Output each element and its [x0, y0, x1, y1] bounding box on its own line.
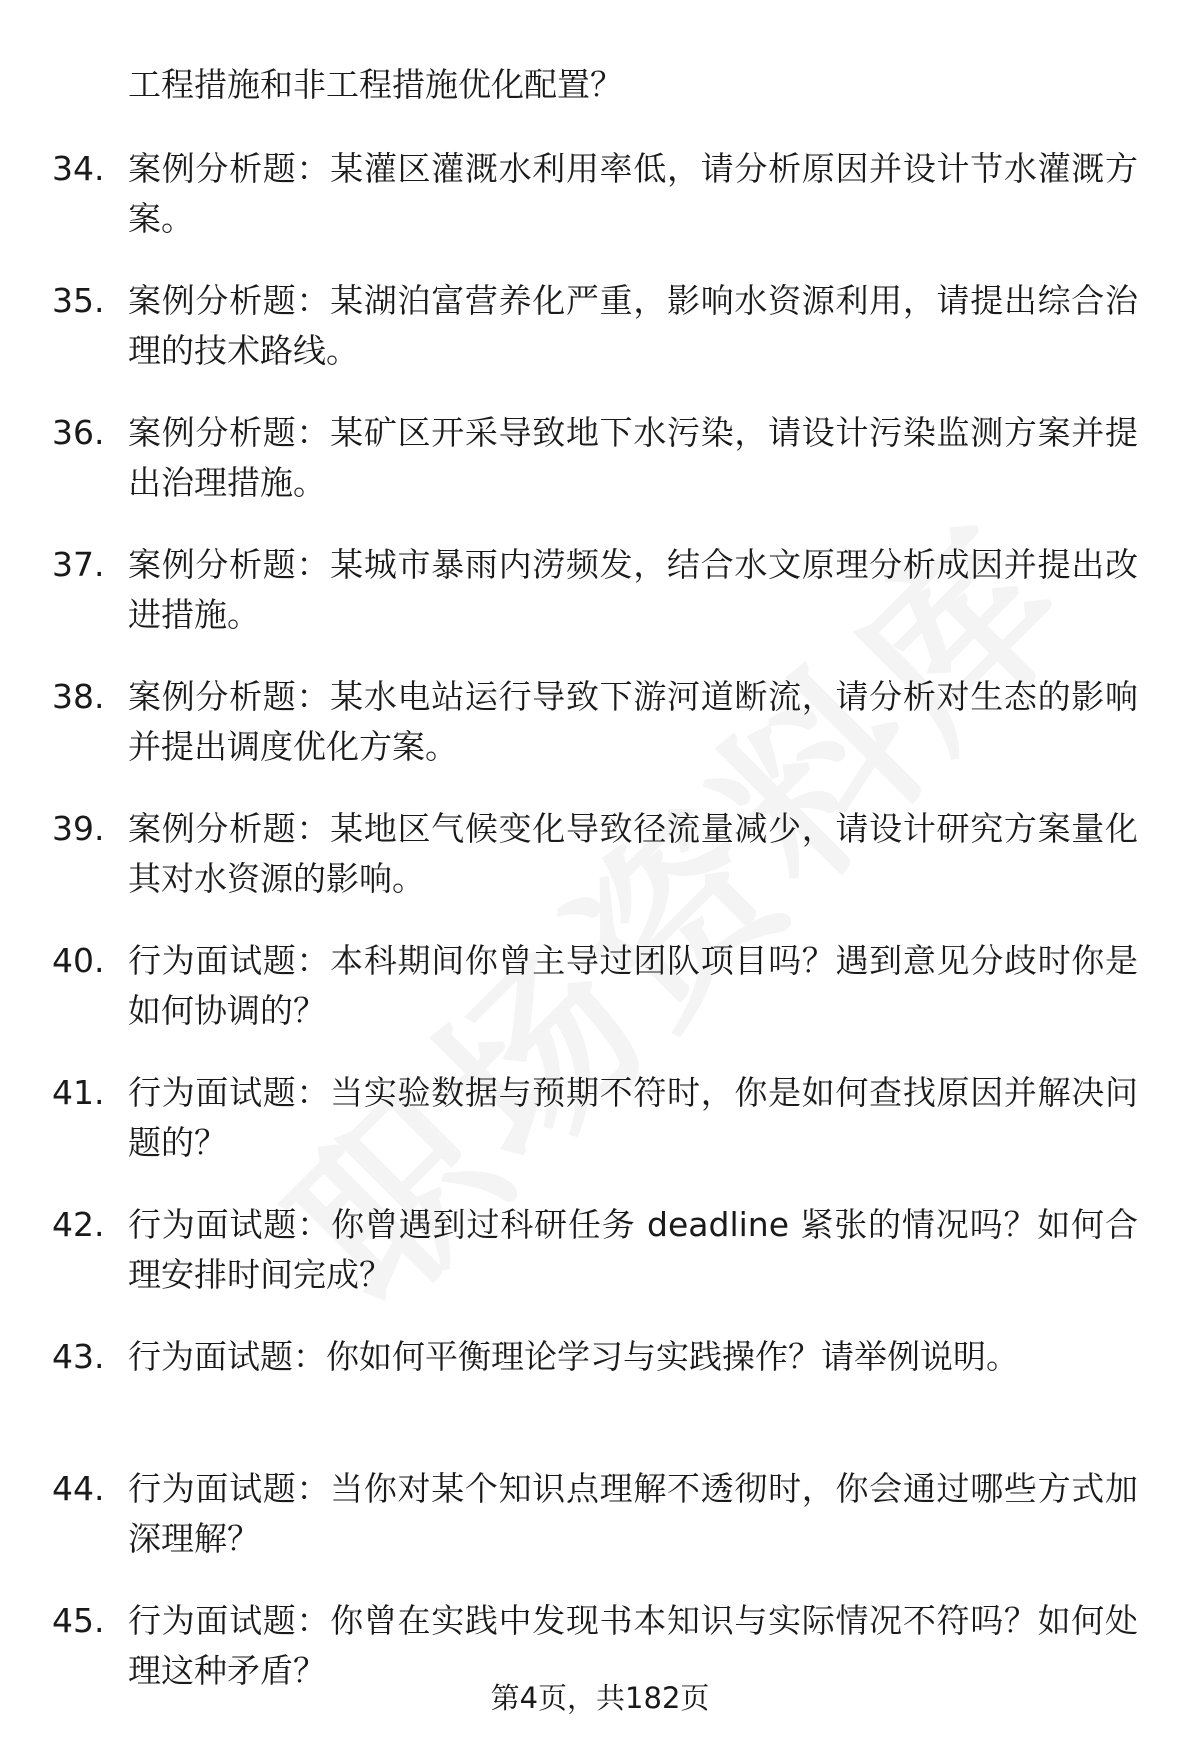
question-item	[0, 804, 1200, 936]
question-number: 40.	[52, 941, 105, 980]
question-text: 案例分析题：某湖泊富营养化严重，影响水资源利用，请提出综合治理的技术路线。	[128, 281, 1138, 370]
question-item	[0, 1464, 1200, 1596]
question-number: 43.	[52, 1337, 105, 1376]
question-text: 行为面试题：当你对某个知识点理解不透彻时，你会通过哪些方式加深理解？	[128, 1469, 1138, 1558]
continued-question-text: 工程措施和非工程措施优化配置？	[128, 65, 623, 104]
question-number: 39.	[52, 809, 105, 848]
question-text: 案例分析题：某城市暴雨内涝频发，结合水文原理分析成因并提出改进措施。	[128, 545, 1138, 634]
question-item	[0, 276, 1200, 408]
question-list	[0, 144, 1200, 1728]
question-text: 行为面试题：你曾在实践中发现书本知识与实际情况不符吗？如何处理这种矛盾？	[128, 1601, 1138, 1690]
question-text: 案例分析题：某地区气候变化导致径流量减少，请设计研究方案量化其对水资源的影响。	[128, 809, 1138, 898]
question-item	[0, 408, 1200, 540]
question-number: 34.	[52, 149, 105, 188]
question-text: 行为面试题：你如何平衡理论学习与实践操作？请举例说明。	[128, 1337, 1019, 1376]
question-item	[0, 936, 1200, 1068]
question-text: 案例分析题：某灌区灌溉水利用率低，请分析原因并设计节水灌溉方案。	[128, 149, 1138, 238]
question-text: 案例分析题：某水电站运行导致下游河道断流，请分析对生态的影响并提出调度优化方案。	[128, 677, 1138, 766]
question-text: 行为面试题：你曾遇到过科研任务 deadline 紧张的情况吗？如何合理安排时间完成？	[128, 1205, 1138, 1294]
question-text: 行为面试题：当实验数据与预期不符时，你是如何查找原因并解决问题的？	[128, 1073, 1138, 1162]
question-text: 行为面试题：本科期间你曾主导过团队项目吗？遇到意见分歧时你是如何协调的？	[128, 941, 1138, 1030]
question-number: 45.	[52, 1601, 105, 1640]
question-number: 44.	[52, 1469, 105, 1508]
question-item	[0, 144, 1200, 276]
question-item	[0, 1332, 1200, 1464]
question-text: 案例分析题：某矿区开采导致地下水污染，请设计污染监测方案并提出治理措施。	[128, 413, 1138, 502]
page-number-footer: 第4页，共182页	[490, 1681, 710, 1715]
question-number: 37.	[52, 545, 105, 584]
question-item	[0, 672, 1200, 804]
question-item	[0, 1200, 1200, 1332]
question-number: 41.	[52, 1073, 105, 1112]
question-number: 42.	[52, 1205, 105, 1244]
question-number: 35.	[52, 281, 105, 320]
question-number: 36.	[52, 413, 105, 452]
question-item	[0, 540, 1200, 672]
question-item	[0, 1068, 1200, 1200]
question-number: 38.	[52, 677, 105, 716]
